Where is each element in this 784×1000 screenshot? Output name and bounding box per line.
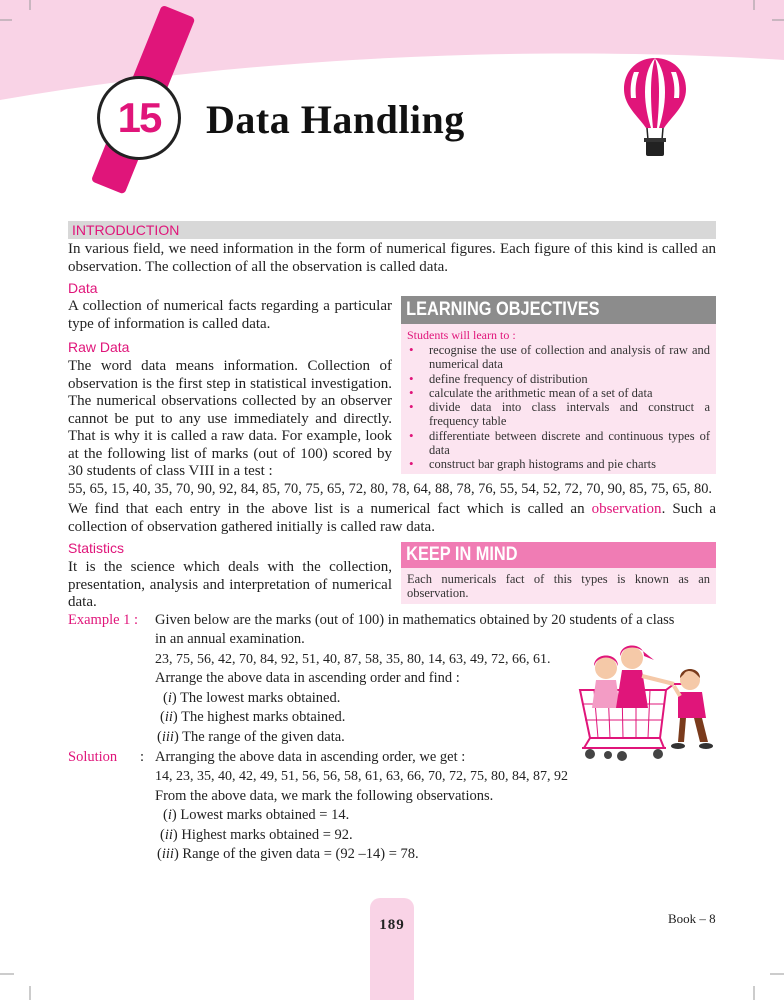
solution-answer-ii: (ii) Highest marks obtained = 92. xyxy=(160,827,353,843)
solution-line-1: Arranging the above data in ascending order, we get : xyxy=(155,749,466,765)
hot-air-balloon-icon xyxy=(622,56,688,162)
chapter-title: Data Handling xyxy=(206,97,465,142)
keep-in-mind-header xyxy=(401,542,716,568)
solution-label: Solution xyxy=(68,749,118,765)
solution-colon: : xyxy=(140,749,145,765)
part-number: ii xyxy=(164,709,173,725)
data-definition: A collection of numerical facts regarding a particular type of information is called data. xyxy=(68,298,392,332)
introduction-heading-bar xyxy=(68,221,716,239)
solution-answer-i: (i) Lowest marks obtained = 14. xyxy=(163,807,350,823)
keep-in-mind-text: Each numericals fact of this types is known as an observation. xyxy=(407,572,710,600)
observation-text-start: We find that each entry in the above list is a numerical fact which is called an xyxy=(68,501,592,517)
book-label: Book – 8 xyxy=(668,911,716,926)
crop-marks-bottom xyxy=(0,960,784,1000)
example-instruction: Arrange the above data in ascending order and find : xyxy=(155,670,460,686)
example-part-iii: (iii) The range of the given data. xyxy=(157,729,345,745)
example-marks: 23, 75, 56, 42, 70, 84, 92, 51, 40, 87, 58, 35, 80, 14, 63, 49, 72, 66, 61. xyxy=(155,652,551,667)
raw-data-text: The word data means information. Collection of observation is the first step in statistical investigation. The numerical observations collected by an observer cannot be put to any use immediately and directly. That is why it is called a raw data. For example, look at the following list of marks (out of 100) scored by 30 students of class VIII in a test : xyxy=(68,358,392,479)
list-item: • recognise the use of collection and analysis of raw and numerical data xyxy=(407,343,710,372)
list-item: • construct bar graph histograms and pie charts xyxy=(407,457,710,471)
learning-objectives-list xyxy=(401,342,716,472)
answer-text: Highest marks obtained = 92. xyxy=(181,827,353,843)
observation-text-end: . Such a collection of observation gathered initially is called raw data. xyxy=(68,501,716,535)
answer-text: Range of the given data = (92 –14) = 78. xyxy=(182,846,419,862)
solution-answer-iii: (iii) Range of the given data = (92 –14) = 78. xyxy=(157,846,419,862)
keep-in-mind-title: KEEP IN MIND xyxy=(406,544,518,565)
example-line-2: in an annual examination. xyxy=(155,631,305,647)
list-item: • calculate the arithmetic mean of a set of data xyxy=(407,386,710,400)
learning-objectives-box xyxy=(401,296,716,474)
marks-list: 55, 65, 15, 40, 35, 70, 90, 92, 84, 85, 70, 75, 65, 72, 80, 78, 64, 88, 78, 76, 55, 54, 52, 72, 70, 90, 85, 75, 65, 80. xyxy=(68,481,712,497)
solution-sorted-data: 14, 23, 35, 40, 42, 49, 51, 56, 56, 58, 61, 63, 66, 70, 72, 75, 80, 84, 87, 92 xyxy=(155,769,568,784)
example-line-1: Given below are the marks (out of 100) in mathematics obtained by 20 students of a class xyxy=(155,612,675,628)
learning-objectives-title: LEARNING OBJECTIVES xyxy=(406,299,600,320)
data-heading: Data xyxy=(68,280,98,296)
raw-data-heading: Raw Data xyxy=(68,339,130,355)
solution-line-3: From the above data, we mark the following observations. xyxy=(155,788,494,804)
statistics-heading: Statistics xyxy=(68,540,125,556)
part-number: iii xyxy=(161,729,174,745)
list-item: • define frequency of distribution xyxy=(407,372,710,386)
observation-term: observation xyxy=(591,501,662,517)
answer-number: iii xyxy=(161,846,174,862)
answer-number: ii xyxy=(164,827,173,843)
observation-paragraph xyxy=(68,501,716,536)
part-text: The highest marks obtained. xyxy=(181,709,346,725)
introduction-text: In various field, we need information in the form of numerical figures. Each figure of this kind is called an observation. The collection of all the observation is called data. xyxy=(68,241,716,275)
example-part-i: (i) The lowest marks obtained. xyxy=(163,690,341,706)
part-number: i xyxy=(167,690,172,706)
example-label: Example 1 : xyxy=(68,612,139,628)
children-shopping-cart-illustration xyxy=(574,638,720,764)
introduction-heading: INTRODUCTION xyxy=(72,222,180,238)
part-text: The range of the given data. xyxy=(182,729,345,745)
list-item: • divide data into class intervals and construct a frequency table xyxy=(407,400,710,429)
page-number: 189 xyxy=(379,917,405,933)
list-item: • differentiate between discrete and continuous types of data xyxy=(407,429,710,458)
learning-objectives-header xyxy=(401,296,716,324)
chapter-number: 15 xyxy=(117,94,161,141)
example-part-ii: (ii) The highest marks obtained. xyxy=(160,709,346,725)
answer-text: Lowest marks obtained = 14. xyxy=(180,807,350,823)
statistics-text: It is the science which deals with the collection, presentation, analysis and interpretation of numerical data. xyxy=(68,559,392,610)
chapter-number-badge xyxy=(97,76,181,160)
learning-objectives-intro: Students will learn to : xyxy=(407,328,516,342)
answer-number: i xyxy=(167,807,172,823)
keep-in-mind-box xyxy=(401,542,716,604)
part-text: The lowest marks obtained. xyxy=(180,690,341,706)
